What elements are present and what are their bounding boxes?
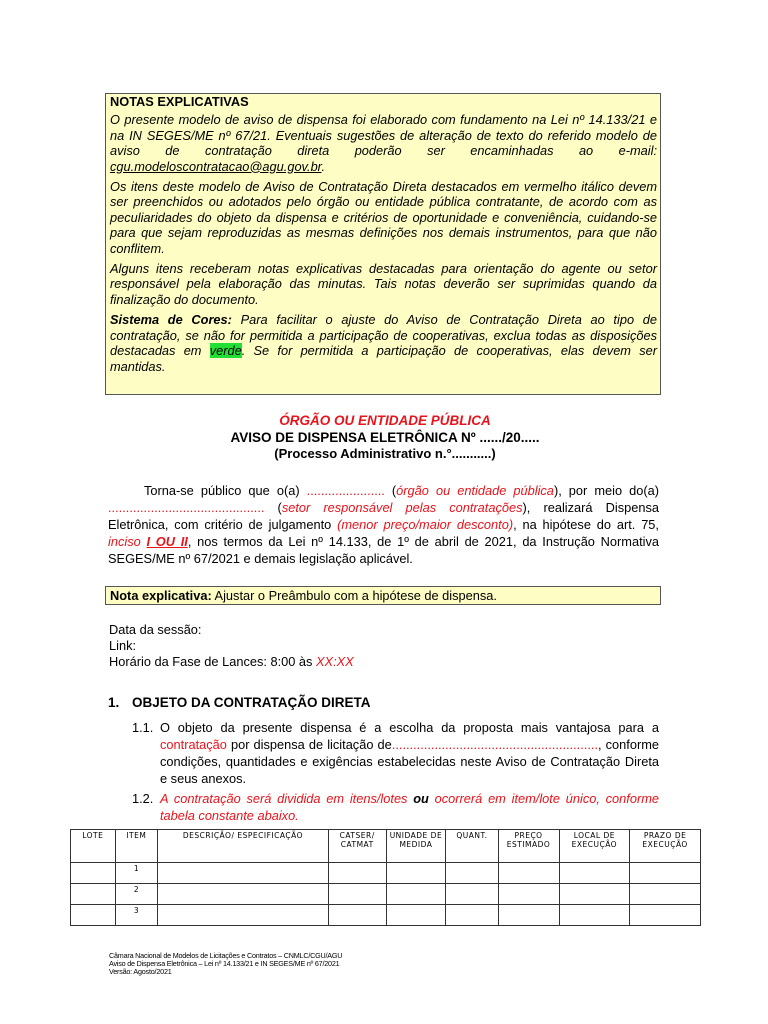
col-catser: CATSER/ CATMAT bbox=[328, 830, 386, 863]
item-number: 1 bbox=[115, 863, 157, 884]
item-number: 3 bbox=[115, 905, 157, 926]
item-number: 2 bbox=[115, 884, 157, 905]
col-item: ITEM bbox=[115, 830, 157, 863]
preamble-text: , nos termos da Lei nº 14.133, de 1º de abril de 2021, da Instrução Normativa SEGES/ME nº 67/2021 e demais legislação aplicável. bbox=[108, 534, 659, 566]
footer-line-3: Versão: Agosto/2021 bbox=[109, 967, 172, 976]
placeholder-dots: .......................................................... bbox=[391, 737, 598, 752]
cell bbox=[158, 863, 329, 884]
cell bbox=[71, 884, 116, 905]
cell bbox=[498, 905, 559, 926]
notes-p1-text: O presente modelo de aviso de dispensa foi elaborado com fundamento na Lei nº 14.133/21 e na IN SEGES/ME nº 67/21. Eventuais sugestões de alteração de texto do referido modelo de aviso de contratação direta poderão ser encaminhadas ao e-mail: bbox=[110, 112, 657, 159]
clause-text: , conforme condições, quantidades e exigências estabelecidas neste Aviso de Contratação Direta e seus anexos. bbox=[160, 737, 659, 786]
note-label: Nota explicativa: bbox=[110, 588, 212, 603]
preamble-paragraph bbox=[108, 482, 659, 567]
col-local: LOCAL DE EXECUÇÃO bbox=[559, 830, 630, 863]
table-row bbox=[71, 884, 701, 905]
preamble-text: ), realizará Dispensa Eletrônica, com critério de julgamento bbox=[108, 500, 659, 532]
placeholder-inciso-options: I OU II bbox=[146, 534, 188, 549]
explanatory-notes-box bbox=[105, 93, 661, 395]
preamble-text: , na hipótese do art. 75, bbox=[513, 517, 659, 532]
cell bbox=[630, 884, 701, 905]
notes-p1-end: . bbox=[321, 158, 326, 174]
placeholder-inciso: inciso bbox=[108, 534, 147, 549]
cell bbox=[498, 884, 559, 905]
session-time-label: Horário da Fase de Lances: 8:00 às bbox=[109, 654, 317, 669]
session-info bbox=[109, 622, 354, 670]
note-text: Ajustar o Preâmbulo com a hipótese de dispensa. bbox=[211, 588, 497, 603]
placeholder-contratacao: contratação bbox=[160, 737, 227, 752]
clause-text: ocorrerá em item/lote único, conforme tabela constante abaixo. bbox=[160, 791, 659, 823]
col-lote: LOTE bbox=[71, 830, 116, 863]
cell bbox=[71, 905, 116, 926]
clause-1-2-text bbox=[160, 790, 659, 824]
cell bbox=[328, 863, 386, 884]
placeholder-criterion: (menor preço/maior desconto) bbox=[337, 517, 514, 532]
notice-title: AVISO DE DISPENSA ELETRÔNICA Nº ....../20..... bbox=[230, 430, 540, 445]
page-footer bbox=[109, 952, 342, 976]
process-number: (Processo Administrativo n.°...........) bbox=[274, 446, 496, 461]
notes-p4-text-b: . Se for permitida a participação de cooperativas, elas devem ser mantidas. bbox=[110, 343, 657, 374]
clause-text: O objeto da presente dispensa é a escolha da proposta mais vantajosa para a bbox=[160, 720, 659, 735]
cell bbox=[498, 863, 559, 884]
cell bbox=[446, 905, 498, 926]
clause-or-word: ou bbox=[413, 791, 429, 806]
cell bbox=[158, 905, 329, 926]
explanatory-note-box bbox=[105, 586, 661, 605]
notes-paragraph-3: Alguns itens receberam notas explicativas destacadas para orientação do agente ou setor responsável pela elaboração das minutas. Tais notas deverão ser suprimidas quando da finalização do documento. bbox=[110, 261, 657, 307]
color-system-label: Sistema de Cores: bbox=[110, 312, 232, 328]
notes-paragraph-1 bbox=[110, 112, 657, 174]
cell bbox=[386, 884, 446, 905]
cell bbox=[328, 905, 386, 926]
cell bbox=[446, 884, 498, 905]
col-preco: PREÇO ESTIMADO bbox=[498, 830, 559, 863]
session-date-label: Data da sessão: bbox=[109, 622, 202, 637]
green-highlight-word: verde bbox=[209, 343, 242, 359]
preamble-text: ( bbox=[384, 483, 397, 498]
cell bbox=[328, 884, 386, 905]
notes-paragraph-2: Os itens deste modelo de Aviso de Contratação Direta destacados em vermelho itálico devem ser preenchidos ou adotados pelo órgão ou entidade pública contratante, de acordo com as peculiaridades do objeto da dispensa e critérios de oportunidade e conveniência, cuidando-se para que sejam reproduzidas as mesmas definições nos demais instrumentos, para que não conflitem. bbox=[110, 179, 657, 256]
clause-1-2 bbox=[132, 790, 659, 824]
col-descricao: DESCRIÇÃO/ ESPECIFICAÇÃO bbox=[158, 830, 329, 863]
footer-line-2: Aviso de Dispensa Eletrônica – Lei nº 14.133/21 e IN SEGES/ME nº 67/2021 bbox=[109, 959, 340, 968]
cell bbox=[559, 905, 630, 926]
footer-line-1: Câmara Nacional de Modelos de Licitações e Contratos – CNMLC/CGU/AGU bbox=[109, 951, 343, 960]
preamble-text: ), por meio do(a) bbox=[553, 483, 659, 498]
session-time-placeholder: XX:XX bbox=[316, 654, 354, 669]
cell bbox=[630, 863, 701, 884]
preamble-text: Torna-se público que o(a) bbox=[144, 483, 307, 498]
table-row bbox=[71, 905, 701, 926]
notes-title: NOTAS EXPLICATIVAS bbox=[110, 94, 249, 109]
lots-table bbox=[70, 829, 701, 926]
placeholder-sector: setor responsável pelas contratações bbox=[281, 500, 523, 515]
session-link-label: Link: bbox=[109, 638, 137, 653]
cell bbox=[559, 863, 630, 884]
placeholder-dots: ...................... bbox=[306, 483, 385, 498]
section-1-number: 1. bbox=[108, 695, 120, 710]
notes-p4-text-a: Para facilitar o ajuste do Aviso de Contratação Direta ao tipo de contratação, se não for permitida a participação de cooperativas, exclua todas as disposições destacadas em bbox=[110, 312, 657, 359]
session-time-line bbox=[109, 654, 354, 670]
clause-1-1-text bbox=[160, 719, 659, 787]
cell bbox=[386, 905, 446, 926]
clause-text: por dispensa de licitação de bbox=[226, 737, 392, 752]
table-row bbox=[71, 863, 701, 884]
col-quant: QUANT. bbox=[446, 830, 498, 863]
preamble-text: ( bbox=[264, 500, 282, 515]
notes-paragraph-4 bbox=[110, 312, 657, 374]
placeholder-org: órgão ou entidade pública bbox=[396, 483, 554, 498]
placeholder-dots: ............................................ bbox=[108, 500, 265, 515]
clause-1-1 bbox=[132, 719, 659, 787]
organization-title: ÓRGÃO OU ENTIDADE PÚBLICA bbox=[279, 413, 491, 428]
cell bbox=[386, 863, 446, 884]
section-1-title: OBJETO DA CONTRATAÇÃO DIRETA bbox=[132, 695, 371, 710]
clause-text: A contratação será dividida em itens/lotes bbox=[160, 791, 414, 806]
clause-1-1-number: 1.1. bbox=[132, 720, 154, 735]
cell bbox=[158, 884, 329, 905]
col-prazo: PRAZO DE EXECUÇÃO bbox=[630, 830, 701, 863]
clause-1-2-number: 1.2. bbox=[132, 791, 154, 806]
cell bbox=[71, 863, 116, 884]
cell bbox=[559, 884, 630, 905]
cell bbox=[446, 863, 498, 884]
cell bbox=[630, 905, 701, 926]
col-unidade: UNIDADE DE MEDIDA bbox=[386, 830, 446, 863]
section-1-heading bbox=[108, 695, 371, 710]
table-header-row bbox=[71, 830, 701, 863]
email-link[interactable]: cgu.modeloscontratacao@agu.gov.br bbox=[110, 158, 322, 174]
